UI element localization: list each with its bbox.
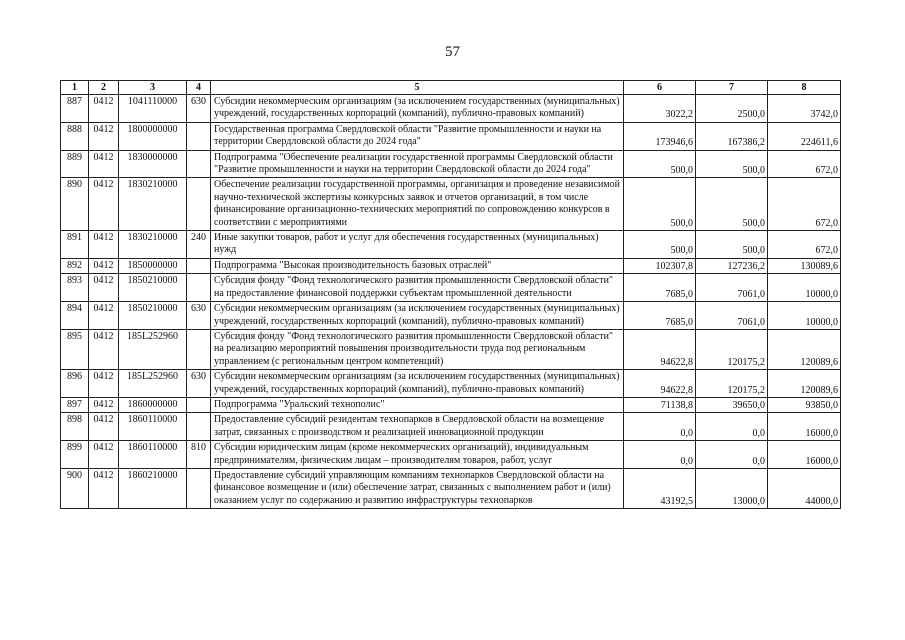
target-code-cell: 1830210000: [119, 178, 187, 231]
row-number-cell: 888: [61, 122, 89, 150]
target-code-cell: 1860110000: [119, 441, 187, 469]
column-header: 4: [187, 81, 211, 95]
target-code-cell: 1860210000: [119, 468, 187, 508]
expense-type-cell: 630: [187, 302, 211, 330]
section-code-cell: 0412: [89, 441, 119, 469]
description-cell: Субсидии юридическим лицам (кроме некоммерческих организаций), индивидуальным предпринимателям, физическим лицам – производителям товаров, работ, услуг: [211, 441, 624, 469]
description-cell: Субсидии некоммерческим организациям (за исключением государственных (муниципальных) учреждений, государственных корпораций (компаний), публично-правовых компаний): [211, 370, 624, 398]
amount-col8-cell: 16000,0: [768, 441, 841, 469]
row-number-cell: 899: [61, 441, 89, 469]
amount-col7-cell: 500,0: [696, 178, 768, 231]
amount-col8-cell: 10000,0: [768, 274, 841, 302]
target-code-cell: 1041110000: [119, 95, 187, 123]
description-cell: Субсидия фонду "Фонд технологического развития промышленности Свердловской области" на предоставление финансовой поддержки субъектам промышленной деятельности: [211, 274, 624, 302]
amount-col7-cell: 2500,0: [696, 95, 768, 123]
amount-col6-cell: 43192,5: [624, 468, 696, 508]
expense-type-cell: 240: [187, 231, 211, 259]
target-code-cell: 1860000000: [119, 397, 187, 412]
amount-col6-cell: 0,0: [624, 413, 696, 441]
amount-col8-cell: 120089,6: [768, 329, 841, 369]
amount-col6-cell: 94622,8: [624, 329, 696, 369]
table-body: [61, 95, 841, 509]
section-code-cell: 0412: [89, 397, 119, 412]
amount-col8-cell: 672,0: [768, 178, 841, 231]
table-row: [61, 413, 841, 441]
row-number-cell: 900: [61, 468, 89, 508]
expense-type-cell: [187, 397, 211, 412]
target-code-cell: 185L252960: [119, 370, 187, 398]
expense-type-cell: [187, 150, 211, 178]
section-code-cell: 0412: [89, 413, 119, 441]
table-row: [61, 468, 841, 508]
target-code-cell: 1830210000: [119, 231, 187, 259]
section-code-cell: 0412: [89, 150, 119, 178]
description-cell: Предоставление субсидий управляющим компаниям технопарков Свердловской области на финансовое возмещение и (или) обеспечение затрат, связанных с выполнением работ и (или) оказанием услуг по содержанию и развитию инфраструктуры технопарков: [211, 468, 624, 508]
row-number-cell: 887: [61, 95, 89, 123]
section-code-cell: 0412: [89, 178, 119, 231]
amount-col8-cell: 3742,0: [768, 95, 841, 123]
table-row: [61, 95, 841, 123]
table-row: [61, 370, 841, 398]
expense-type-cell: [187, 178, 211, 231]
amount-col8-cell: 130089,6: [768, 258, 841, 273]
amount-col6-cell: 3022,2: [624, 95, 696, 123]
expense-type-cell: [187, 258, 211, 273]
row-number-cell: 898: [61, 413, 89, 441]
amount-col8-cell: 120089,6: [768, 370, 841, 398]
row-number-cell: 893: [61, 274, 89, 302]
column-header: 2: [89, 81, 119, 95]
column-header: 6: [624, 81, 696, 95]
budget-table: [60, 80, 841, 509]
header-row: [61, 81, 841, 95]
section-code-cell: 0412: [89, 370, 119, 398]
table-row: [61, 122, 841, 150]
amount-col8-cell: 224611,6: [768, 122, 841, 150]
expense-type-cell: [187, 329, 211, 369]
target-code-cell: 1860110000: [119, 413, 187, 441]
amount-col8-cell: 44000,0: [768, 468, 841, 508]
amount-col7-cell: 120175,2: [696, 370, 768, 398]
amount-col6-cell: 7685,0: [624, 274, 696, 302]
amount-col6-cell: 173946,6: [624, 122, 696, 150]
amount-col7-cell: 7061,0: [696, 302, 768, 330]
amount-col6-cell: 94622,8: [624, 370, 696, 398]
page-number: 57: [445, 44, 460, 60]
amount-col6-cell: 7685,0: [624, 302, 696, 330]
amount-col7-cell: 7061,0: [696, 274, 768, 302]
section-code-cell: 0412: [89, 468, 119, 508]
amount-col8-cell: 672,0: [768, 150, 841, 178]
section-code-cell: 0412: [89, 95, 119, 123]
amount-col7-cell: 167386,2: [696, 122, 768, 150]
amount-col7-cell: 120175,2: [696, 329, 768, 369]
amount-col7-cell: 39650,0: [696, 397, 768, 412]
row-number-cell: 895: [61, 329, 89, 369]
expense-type-cell: 630: [187, 95, 211, 123]
expense-type-cell: [187, 274, 211, 302]
amount-col6-cell: 0,0: [624, 441, 696, 469]
row-number-cell: 890: [61, 178, 89, 231]
table-row: [61, 441, 841, 469]
expense-type-cell: [187, 468, 211, 508]
target-code-cell: 1850210000: [119, 302, 187, 330]
table-row: [61, 258, 841, 273]
row-number-cell: 891: [61, 231, 89, 259]
expense-type-cell: 810: [187, 441, 211, 469]
section-code-cell: 0412: [89, 122, 119, 150]
amount-col7-cell: 500,0: [696, 150, 768, 178]
table-row: [61, 302, 841, 330]
amount-col7-cell: 0,0: [696, 441, 768, 469]
target-code-cell: 1800000000: [119, 122, 187, 150]
amount-col8-cell: 16000,0: [768, 413, 841, 441]
expense-type-cell: [187, 413, 211, 441]
amount-col7-cell: 500,0: [696, 231, 768, 259]
table-row: [61, 150, 841, 178]
expense-type-cell: 630: [187, 370, 211, 398]
description-cell: Обеспечение реализации государственной программы, организация и проведение независимой научно-технической экспертизы конкурсных заявок и отчетов организаций, в том числе финансирование организационно-технических мероприятий по сопровождению конкурсов в соответствии с мероприятиями: [211, 178, 624, 231]
amount-col7-cell: 0,0: [696, 413, 768, 441]
description-cell: Субсидия фонду "Фонд технологического развития промышленности Свердловской области" на реализацию мероприятий повышения производительности труда под региональным управлением (с региональным центром компетенций): [211, 329, 624, 369]
description-cell: Подпрограмма "Высокая производительность базовых отраслей": [211, 258, 624, 273]
row-number-cell: 897: [61, 397, 89, 412]
description-cell: Субсидии некоммерческим организациям (за исключением государственных (муниципальных) учреждений, государственных корпораций (компаний), публично-правовых компаний): [211, 95, 624, 123]
amount-col6-cell: 71138,8: [624, 397, 696, 412]
table-row: [61, 231, 841, 259]
amount-col6-cell: 500,0: [624, 150, 696, 178]
description-cell: Иные закупки товаров, работ и услуг для обеспечения государственных (муниципальных) нужд: [211, 231, 624, 259]
column-header: 3: [119, 81, 187, 95]
description-cell: Подпрограмма "Обеспечение реализации государственной программы Свердловской области "Развитие промышленности и науки на территории Свердловской области до 2024 года": [211, 150, 624, 178]
amount-col6-cell: 500,0: [624, 231, 696, 259]
description-cell: Государственная программа Свердловской области "Развитие промышленности и науки на территории Свердловской области до 2024 года": [211, 122, 624, 150]
amount-col6-cell: 500,0: [624, 178, 696, 231]
table-row: [61, 397, 841, 412]
description-cell: Подпрограмма "Уральский технополис": [211, 397, 624, 412]
column-header: 7: [696, 81, 768, 95]
row-number-cell: 896: [61, 370, 89, 398]
table-header: [61, 81, 841, 95]
target-code-cell: 1850000000: [119, 258, 187, 273]
expense-type-cell: [187, 122, 211, 150]
row-number-cell: 894: [61, 302, 89, 330]
column-header: 5: [211, 81, 624, 95]
column-header: 8: [768, 81, 841, 95]
section-code-cell: 0412: [89, 231, 119, 259]
target-code-cell: 1830000000: [119, 150, 187, 178]
row-number-cell: 889: [61, 150, 89, 178]
section-code-cell: 0412: [89, 302, 119, 330]
section-code-cell: 0412: [89, 258, 119, 273]
table-row: [61, 274, 841, 302]
target-code-cell: 185L252960: [119, 329, 187, 369]
target-code-cell: 1850210000: [119, 274, 187, 302]
section-code-cell: 0412: [89, 329, 119, 369]
section-code-cell: 0412: [89, 274, 119, 302]
description-cell: Предоставление субсидий резидентам технопарков в Свердловской области на возмещение затрат, связанных с производством и реализацией инновационной продукции: [211, 413, 624, 441]
amount-col8-cell: 93850,0: [768, 397, 841, 412]
table-row: [61, 178, 841, 231]
table-row: [61, 329, 841, 369]
amount-col7-cell: 13000,0: [696, 468, 768, 508]
description-cell: Субсидии некоммерческим организациям (за исключением государственных (муниципальных) учреждений, государственных корпораций (компаний), публично-правовых компаний): [211, 302, 624, 330]
amount-col6-cell: 102307,8: [624, 258, 696, 273]
amount-col8-cell: 672,0: [768, 231, 841, 259]
amount-col7-cell: 127236,2: [696, 258, 768, 273]
amount-col8-cell: 10000,0: [768, 302, 841, 330]
column-header: 1: [61, 81, 89, 95]
row-number-cell: 892: [61, 258, 89, 273]
